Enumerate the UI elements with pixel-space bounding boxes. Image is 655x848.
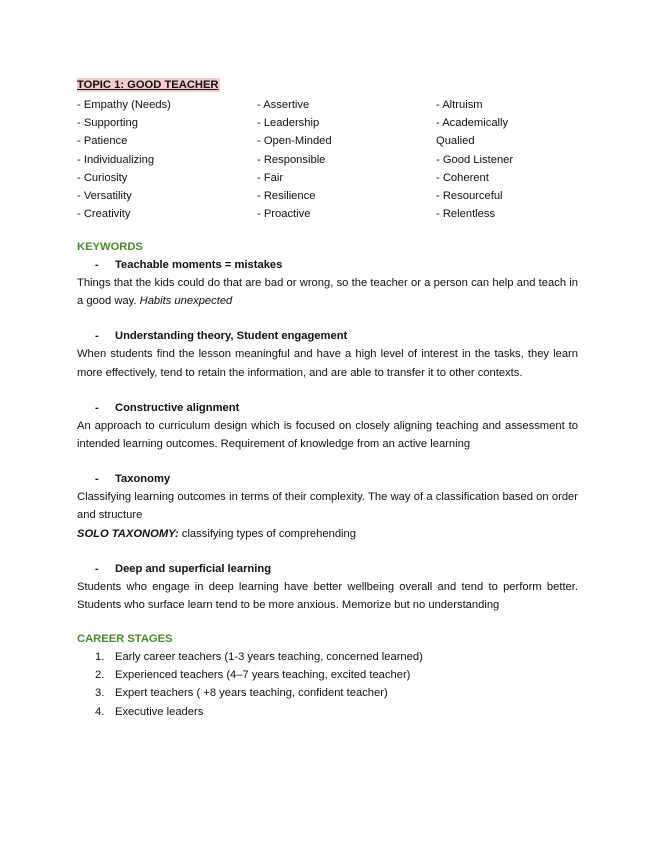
trait-item: Qualied <box>436 135 475 148</box>
keyword-note: Habits unexpected <box>139 295 233 308</box>
keyword-heading <box>77 560 578 578</box>
keyword-description: Things that the kids could do that are bad or wrong, so the teacher or a person can help and teach in a good way. Habits unexpected <box>77 277 578 308</box>
keyword-heading <box>77 256 578 274</box>
solo-label: SOLO TAXONOMY: <box>77 527 179 540</box>
list-number: 1. <box>95 651 105 664</box>
traits-column-3 <box>436 96 513 223</box>
keyword-heading <box>77 470 578 488</box>
keyword-description: Classifying learning outcomes in terms of their complexity. The way of a classification based on order and structure <box>77 491 578 522</box>
career-stages-heading: CAREER STAGES <box>77 633 173 646</box>
trait-item: - Resourceful <box>436 189 503 202</box>
traits-column-2 <box>257 96 332 223</box>
list-text: Expert teachers ( +8 years teaching, confident teacher) <box>115 687 388 700</box>
bullet-dash: - <box>95 259 99 271</box>
career-stages-list <box>77 648 578 721</box>
trait-item: - Patience <box>77 135 128 148</box>
keyword-heading <box>77 327 578 345</box>
trait-item: - Responsible <box>257 153 326 166</box>
trait-item: - Fair <box>257 171 284 184</box>
keyword-label: Taxonomy <box>115 473 171 486</box>
trait-item: - Academically <box>436 117 509 130</box>
keyword-description: When students find the lesson meaningful and have a high level of interest in the tasks, they learn more effectively, tend to retain the information, and are able to transfer it to other contexts. <box>77 348 578 379</box>
bullet-dash: - <box>95 473 99 486</box>
keyword-heading <box>77 399 578 417</box>
trait-item: - Creativity <box>77 208 131 221</box>
keyword-label: Understanding theory, Student engagement <box>115 330 348 343</box>
keyword-label: Deep and superficial learning <box>115 562 272 575</box>
trait-item: - Coherent <box>436 171 489 184</box>
trait-item: - Open-Minded <box>257 135 332 148</box>
bullet-dash: - <box>95 401 99 414</box>
trait-item: - Empathy (Needs) <box>77 99 171 111</box>
bullet-dash: - <box>95 562 99 575</box>
trait-item: - Good Listener <box>436 153 514 166</box>
traits-column-1 <box>77 96 171 223</box>
solo-text: classifying types of comprehending <box>181 527 356 540</box>
keyword-label: Teachable moments = mistakes <box>115 259 283 271</box>
list-number: 2. <box>95 669 105 682</box>
list-item <box>77 684 578 702</box>
trait-item: - Leadership <box>257 117 320 130</box>
trait-item: - Resilience <box>257 189 316 202</box>
keywords-heading: KEYWORDS <box>77 241 143 253</box>
trait-item: - Curiosity <box>77 171 128 184</box>
solo-taxonomy-line <box>77 525 578 543</box>
list-number: 3. <box>95 687 105 700</box>
traits-list <box>77 96 578 222</box>
list-item <box>77 703 578 721</box>
trait-item: - Versatility <box>77 189 132 202</box>
list-item <box>77 648 578 666</box>
list-item <box>77 666 578 684</box>
topic-title: TOPIC 1: GOOD TEACHER <box>77 79 219 91</box>
keyword-label: Constructive alignment <box>115 401 240 414</box>
trait-item: - Assertive <box>257 99 310 111</box>
list-number: 4. <box>95 705 105 718</box>
bullet-dash: - <box>95 330 99 343</box>
list-text: Early career teachers (1-3 years teaching, concerned learned) <box>115 651 423 664</box>
trait-item: - Supporting <box>77 117 138 130</box>
trait-item: - Altruism <box>436 99 483 111</box>
list-text: Executive leaders <box>115 705 204 718</box>
keyword-description: An approach to curriculum design which is focused on closely aligning teaching and assessment to intended learning outcomes. Requirement of knowledge from an active learning <box>77 419 578 451</box>
trait-item: - Individualizing <box>77 153 155 166</box>
trait-item: - Relentless <box>436 208 496 221</box>
trait-item: - Proactive <box>257 208 311 221</box>
list-text: Experienced teachers (4–7 years teaching, excited teacher) <box>115 669 411 682</box>
document-page <box>77 78 578 721</box>
keyword-description: Students who engage in deep learning have better wellbeing overall and tend to perform better. Students who surface learn tend to be more anxious. Memorize but no understanding <box>77 580 578 611</box>
